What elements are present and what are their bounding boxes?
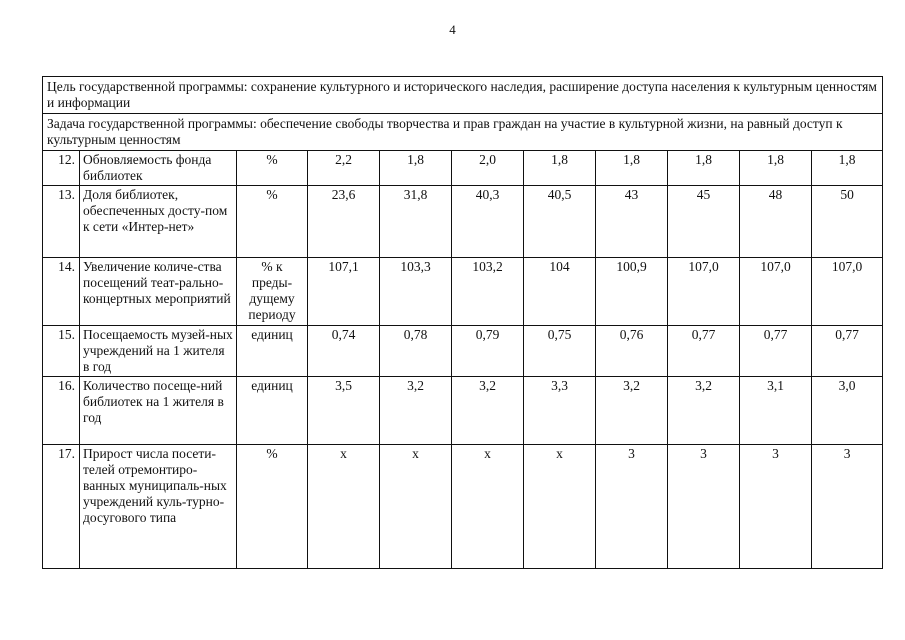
value-cell: 1,8 <box>380 151 452 186</box>
unit-cell: единиц <box>237 326 308 377</box>
table-row <box>43 377 883 445</box>
value-cell: 3 <box>668 445 740 569</box>
value-cell: 3,2 <box>452 377 524 445</box>
value-cell: 3,2 <box>596 377 668 445</box>
value-cell: 103,2 <box>452 258 524 326</box>
row-number: 13. <box>43 186 80 258</box>
value-cell: 3 <box>740 445 812 569</box>
row-number: 14. <box>43 258 80 326</box>
value-cell: 107,0 <box>740 258 812 326</box>
value-cell: 107,1 <box>308 258 380 326</box>
indicators-table <box>42 76 883 569</box>
value-cell: 104 <box>524 258 596 326</box>
value-cell: 43 <box>596 186 668 258</box>
value-cell: 3 <box>812 445 883 569</box>
value-cell: 3,1 <box>740 377 812 445</box>
table-row <box>43 186 883 258</box>
unit-cell: % <box>237 186 308 258</box>
table-row <box>43 326 883 377</box>
value-cell: 0,77 <box>668 326 740 377</box>
value-cell: х <box>452 445 524 569</box>
value-cell: 3,5 <box>308 377 380 445</box>
table-row <box>43 151 883 186</box>
value-cell: 2,0 <box>452 151 524 186</box>
row-number: 17. <box>43 445 80 569</box>
value-cell: 0,79 <box>452 326 524 377</box>
value-cell: 45 <box>668 186 740 258</box>
value-cell: 3,2 <box>668 377 740 445</box>
value-cell: 0,77 <box>812 326 883 377</box>
value-cell: х <box>524 445 596 569</box>
value-cell: 107,0 <box>812 258 883 326</box>
value-cell: х <box>380 445 452 569</box>
value-cell: 1,8 <box>812 151 883 186</box>
unit-cell: единиц <box>237 377 308 445</box>
value-cell: 1,8 <box>668 151 740 186</box>
value-cell: 0,77 <box>740 326 812 377</box>
row-number: 12. <box>43 151 80 186</box>
task-row <box>43 114 883 151</box>
value-cell: 107,0 <box>668 258 740 326</box>
value-cell: 0,75 <box>524 326 596 377</box>
unit-cell: % к преды-дущему периоду <box>237 258 308 326</box>
page-number: 4 <box>449 22 456 37</box>
goal-row <box>43 77 883 114</box>
value-cell: 0,74 <box>308 326 380 377</box>
value-cell: 40,3 <box>452 186 524 258</box>
value-cell: 40,5 <box>524 186 596 258</box>
value-cell: 1,8 <box>740 151 812 186</box>
value-cell: 48 <box>740 186 812 258</box>
value-cell: 1,8 <box>596 151 668 186</box>
indicator-name: Посещаемость музей-ных учреждений на 1 жителя в год <box>80 326 237 377</box>
value-cell: 3,3 <box>524 377 596 445</box>
indicator-name: Увеличение количе-ства посещений теат-рально-концертных мероприятий <box>80 258 237 326</box>
value-cell: 100,9 <box>596 258 668 326</box>
unit-cell: % <box>237 151 308 186</box>
goal-text: Цель государственной программы: сохранение культурного и исторического наследия, расширение доступа населения к культурным ценностям и информации <box>43 77 883 114</box>
task-text: Задача государственной программы: обеспечение свободы творчества и прав граждан на участие в культурной жизни, на равный доступ к культурным ценностям <box>43 114 883 151</box>
value-cell: 23,6 <box>308 186 380 258</box>
value-cell: х <box>308 445 380 569</box>
indicator-name: Доля библиотек, обеспеченных досту-пом к сети «Интер-нет» <box>80 186 237 258</box>
value-cell: 1,8 <box>524 151 596 186</box>
unit-cell: % <box>237 445 308 569</box>
indicator-name: Обновляемость фонда библиотек <box>80 151 237 186</box>
value-cell: 50 <box>812 186 883 258</box>
value-cell: 31,8 <box>380 186 452 258</box>
value-cell: 3 <box>596 445 668 569</box>
table-row <box>43 445 883 569</box>
value-cell: 3,0 <box>812 377 883 445</box>
row-number: 15. <box>43 326 80 377</box>
value-cell: 2,2 <box>308 151 380 186</box>
row-number: 16. <box>43 377 80 445</box>
value-cell: 0,76 <box>596 326 668 377</box>
table-row <box>43 258 883 326</box>
indicator-name: Количество посеще-ний библиотек на 1 жителя в год <box>80 377 237 445</box>
value-cell: 3,2 <box>380 377 452 445</box>
value-cell: 0,78 <box>380 326 452 377</box>
value-cell: 103,3 <box>380 258 452 326</box>
indicator-name: Прирост числа посети-телей отремонтиро-ванных муниципаль-ных учреждений куль-турно-досугового типа <box>80 445 237 569</box>
